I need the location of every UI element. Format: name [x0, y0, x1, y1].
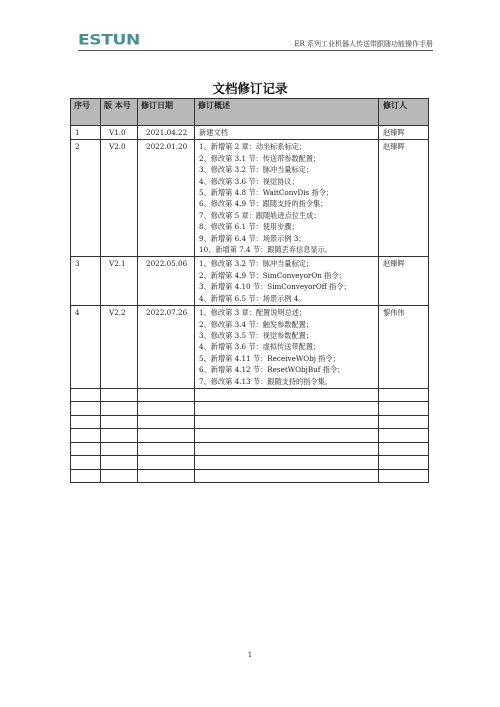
empty-cell: [71, 415, 101, 429]
revision-item: 9、新增第 6.4 节：场景示例 3；: [199, 233, 306, 243]
revision-item: 7、修改第 4.13 节：跟随支持的指令集。: [199, 376, 332, 386]
empty-cell: [101, 415, 138, 429]
empty-cell: [379, 456, 429, 470]
empty-table-row: [71, 456, 429, 470]
empty-cell: [138, 415, 195, 429]
revision-item: 10、新增第 7.4 节：跟随丢弃信息显示。: [199, 245, 332, 255]
empty-cell: [101, 429, 138, 443]
revision-item: 4、修改第 3.6 节：视觉协议；: [199, 176, 299, 186]
empty-cell: [71, 442, 101, 456]
empty-cell: [195, 456, 379, 470]
column-header-seq: 序号: [71, 99, 101, 126]
empty-table-row: [71, 415, 429, 429]
date-cell: 2022.07.26: [138, 306, 195, 389]
version-cell: V2.1: [101, 257, 138, 306]
empty-cell: [138, 429, 195, 443]
document-title: 文档修订记录: [212, 81, 288, 96]
column-header-reviser: 修订人: [379, 99, 429, 126]
empty-cell: [379, 402, 429, 416]
revision-item: 4、新增第 6.5 节：场景示例 4。: [199, 293, 306, 303]
table-header-row: [71, 99, 429, 126]
seq-cell: 2: [71, 140, 101, 257]
empty-cell: [379, 415, 429, 429]
empty-cell: [138, 469, 195, 483]
column-header-date: 修订日期: [138, 99, 195, 126]
revision-item: 2、修改第 3.1 节：传送带参数配置；: [199, 153, 321, 163]
empty-cell: [101, 469, 138, 483]
empty-cell: [71, 429, 101, 443]
summary-cell: [195, 306, 379, 389]
revision-item: 7、修改第 5 章：跟随轨迹点位生成；: [199, 210, 321, 220]
empty-cell: [379, 429, 429, 443]
empty-cell: [195, 402, 379, 416]
seq-cell: 3: [71, 257, 101, 306]
empty-cell: [71, 469, 101, 483]
page-header: [78, 30, 433, 52]
empty-cell: [379, 442, 429, 456]
version-cell: V2.0: [101, 140, 138, 257]
reviser-cell: 黎伟伟: [379, 306, 429, 389]
empty-table-row: [71, 469, 429, 483]
revision-item: 4、新增第 3.6 节：虚拟传送带配置；: [199, 342, 321, 352]
revision-item: 5、新增第 4.11 节：ReceiveWObj 指令；: [199, 353, 340, 363]
seq-cell: 1: [71, 126, 101, 140]
reviser-cell: 赵臻晖: [379, 140, 429, 257]
svg-text:ESTUN: ESTUN: [78, 32, 140, 46]
empty-cell: [138, 388, 195, 402]
empty-cell: [379, 388, 429, 402]
empty-cell: [195, 469, 379, 483]
revision-item: 8、修改第 6.1 节：使用步骤；: [199, 222, 299, 232]
empty-cell: [195, 415, 379, 429]
summary-cell: [195, 140, 379, 257]
date-cell: 2022.01.20: [138, 140, 195, 257]
empty-cell: [101, 402, 138, 416]
summary-cell: [195, 257, 379, 306]
empty-cell: [71, 456, 101, 470]
empty-table-row: [71, 388, 429, 402]
revision-item: 1、修改第 3.2 节：脉冲当量标定；: [199, 259, 314, 269]
version-cell: V2.2: [101, 306, 138, 389]
empty-table-row: [71, 442, 429, 456]
empty-cell: [379, 469, 429, 483]
empty-cell: [138, 456, 195, 470]
empty-cell: [71, 388, 101, 402]
column-header-version: 版 本号: [101, 99, 138, 126]
manual-title: ER 系列工业机器人传送带跟随功能操作手册: [294, 40, 433, 48]
date-cell: 2022.05.06: [138, 257, 195, 306]
column-header-summary: 修订概述: [195, 99, 379, 126]
empty-cell: [101, 442, 138, 456]
revision-item: 2、新增第 4.9 节：SimConveyorOn 指令；: [199, 270, 346, 280]
empty-table-row: [71, 429, 429, 443]
empty-cell: [138, 402, 195, 416]
revision-item: 6、修改第 4.9 节：跟随支持的指令集；: [199, 199, 328, 209]
reviser-cell: 赵臻晖: [379, 126, 429, 140]
revision-item: 新建文档: [199, 128, 228, 137]
revision-item: 6、新增第 4.12 节：ResetWObjBuf 指令；: [199, 365, 345, 375]
estun-logo: [78, 32, 140, 46]
revision-item: 3、修改第 3.5 节：视觉参数配置；: [199, 330, 314, 340]
revision-item: 1、修改第 3 章：配置说明总述；: [199, 308, 307, 318]
empty-cell: [71, 402, 101, 416]
page-number: 1: [247, 651, 253, 659]
empty-cell: [138, 442, 195, 456]
reviser-cell: 赵臻晖: [379, 257, 429, 306]
empty-cell: [195, 388, 379, 402]
table-row: [71, 306, 429, 389]
revision-item: 2、修改第 3.4 节：触发参数配置；: [199, 319, 314, 329]
empty-cell: [101, 388, 138, 402]
table-row: [71, 257, 429, 306]
empty-cell: [101, 456, 138, 470]
empty-cell: [195, 442, 379, 456]
empty-table-row: [71, 402, 429, 416]
seq-cell: 4: [71, 306, 101, 389]
table-row: [71, 140, 429, 257]
summary-cell: [195, 126, 379, 140]
revision-item: 5、新增第 4.8 节：WaitConvDis 指令；: [199, 188, 334, 198]
date-cell: 2021.04.22: [138, 126, 195, 140]
revision-item: 1、新增第 2 章：动坐标系标定；: [199, 142, 307, 152]
empty-cell: [195, 429, 379, 443]
version-cell: V1.0: [101, 126, 138, 140]
revision-item: 3、修改第 3.2 节：脉冲当量标定；: [199, 165, 314, 175]
revision-table: [70, 98, 429, 483]
table-row: [71, 126, 429, 140]
header-divider: [78, 50, 433, 51]
revision-item: 3、新增第 4.10 节：SimConveyorOff 指令；: [199, 282, 351, 292]
